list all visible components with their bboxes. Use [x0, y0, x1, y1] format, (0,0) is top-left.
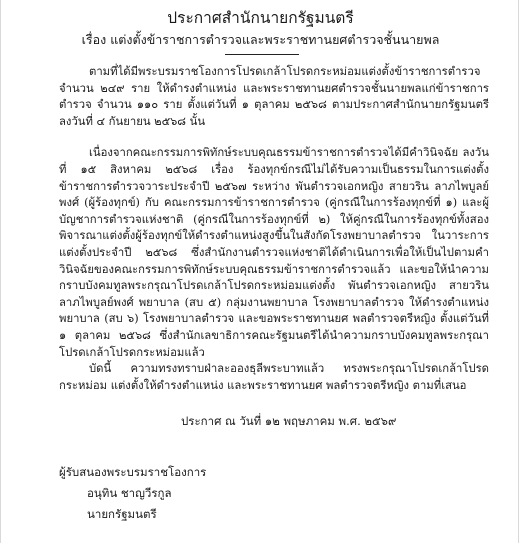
body-paragraph-1: ตามที่ได้มีพระบรมราชโองการโปรดเกล้าโปรดกระหม่อมแต่งตั้งข้าราชการตำรวจ จำนวน ๒๔๙ ราย ให้ดำรงตำแหน่ง และพระราชทานยศตำรวจชั้นนายพลแก่ข้าราชการตำรวจ จำนวน ๑๑๐ ราย ตั้งแต่วันที่ ๑ ตุลาคม ๒๕๖๘ ตามประกาศสำนักนายกรัฐมนตรี ลงวันที่ ๔ กันยายน ๒๕๖๘ นั้น: [59, 65, 489, 128]
body-paragraph-3: บัดนี้ ความทรงทราบฝ่าละอองธุลีพระบาทแล้ว ทรงพระกรุณาโปรดเกล้าโปรดกระหม่อม แต่งตั้งให้ดำรงตำแหน่ง และพระราชทานยศ พลตำรวจตรีหญิง ตามที่เสนอ: [59, 362, 489, 392]
signatory-name: อนุทิน ชาญวีรกูล: [87, 486, 172, 500]
signatory-position: นายกรัฐมนตรี: [87, 507, 157, 521]
announcement-dateline: ประกาศ ณ วันที่ ๑๒ พฤษภาคม พ.ศ. ๒๕๖๙: [181, 414, 397, 428]
countersign-label: ผู้รับสนองพระบรมราชโองการ: [59, 465, 207, 479]
title-divider: [225, 54, 299, 55]
announcement-body: [59, 64, 489, 394]
body-paragraph-2: เนื่องจากคณะกรรมการพิทักษ์ระบบคุณธรรมข้าราชการตำรวจได้มีคำวินิจฉัย ลงวันที่ ๑๕ สิงหาคม ๒๕๖๘ เรื่อง ร้องทุกข์กรณีไม่ได้รับความเป็นธรรมในการแต่งตั้งข้าราชการตำรวจวาระประจำปี ๒๕๖๗ ระหว่าง พันตำรวจเอกหญิง สายวริน ลาภไพบูลย์พงศ์ (ผู้ร้องทุกข์) กับ คณะกรรมการข้าราชการตำรวจ (คู่กรณีในการร้องทุกข์ที่ ๑) และผู้บัญชาการตำรวจแห่งชาติ (คู่กรณีในการร้องทุกข์ที่ ๒) ให้คู่กรณีในการร้องทุกข์ทั้งสองพิจารณาแต่งตั้งผู้ร้องทุกข์ให้ดำรงตำแหน่งสูงขึ้นในสังกัดโรงพยาบาลตำรวจ ในวาระการแต่งตั้งประจำปี ๒๕๖๘ ซึ่งสำนักงานตำรวจแห่งชาติได้ดำเนินการเพื่อให้เป็นไปตามคำวินิจฉัยของคณะกรรมการพิทักษ์ระบบคุณธรรมข้าราชการตำรวจแล้ว และขอให้นำความกราบบังคมทูลพระกรุณาโปรดเกล้าโปรดกระหม่อมแต่งตั้ง พันตำรวจเอกหญิง สายวริน ลาภไพบูลย์พงศ์ พยาบาล (สบ ๕) กลุ่มงานพยาบาล โรงพยาบาลตำรวจ ให้ดำรงตำแหน่ง พยาบาล (สบ ๖) โรงพยาบาลตำรวจ และขอพระราชทานยศ พลตำรวจตรีหญิง ตั้งแต่วันที่ ๑ ตุลาคม ๒๕๖๘ ซึ่งสำนักเลขาธิการคณะรัฐมนตรีได้นำความกราบบังคมทูลพระกรุณาโปรดเกล้าโปรดกระหม่อมแล้ว: [59, 146, 489, 359]
announcement-subject: เรื่อง แต่งตั้งข้าราชการตำรวจและพระราชทานยศตำรวจชั้นนายพล: [81, 32, 440, 47]
announcement-title: ประกาศสำนักนายกรัฐมนตรี: [167, 9, 354, 27]
